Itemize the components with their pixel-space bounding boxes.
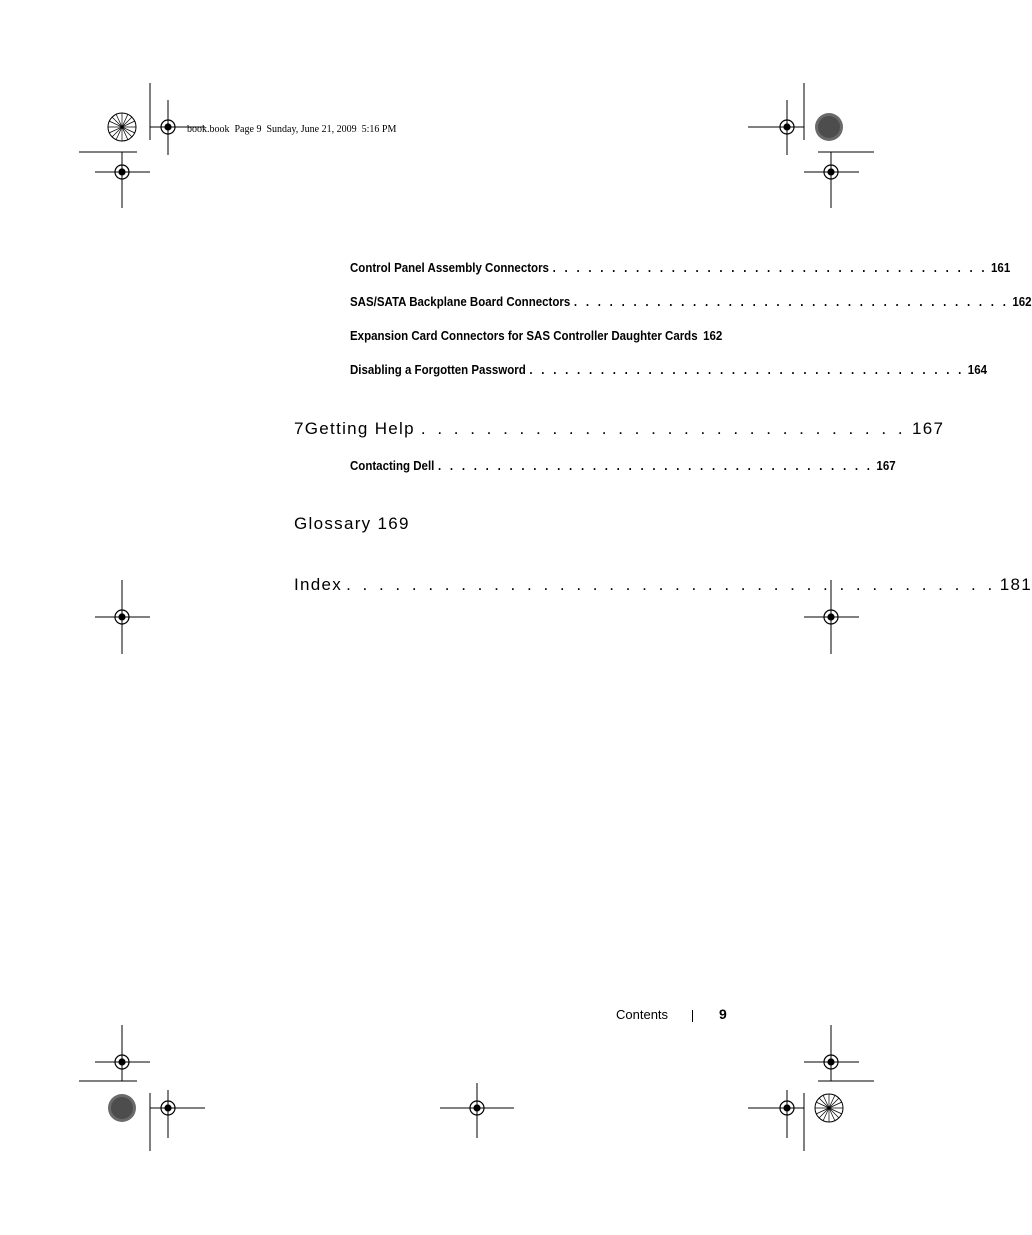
toc-entry-title: Control Panel Assembly Connectors [350,261,549,275]
glossary-entry[interactable]: Glossary 169 [294,514,410,533]
toc-entry[interactable] [350,329,723,343]
toc-entry-page: 164 [967,363,987,377]
toc-entry-page: 167 [876,459,896,473]
toc-entry-title: Disabling a Forgotten Password [350,363,526,377]
toc-entry[interactable] [350,261,1011,275]
footer-section-label: Contents [616,1007,669,1022]
leader-dots: . . . . . . . . . . . . . . . . . . . . . . . . . . . . . . . . . . . . . [438,459,873,473]
toc-entry-title: Expansion Card Connectors for SAS Controller Daughter Cards [350,329,698,343]
chapter-title: Getting Help [304,419,415,438]
toc-entry[interactable] [350,295,1032,309]
index-entry[interactable] [294,575,1032,595]
index-title: Index [294,575,343,594]
toc-entry-title: SAS/SATA Backplane Board Connectors [350,295,571,309]
toc-entry-title: Contacting Dell [350,459,435,473]
chapter-number: 7 [294,419,305,438]
footer-separator [692,1010,693,1022]
leader-dots: . . . . . . . . . . . . . . . . . . . . . . . . . . . . . . [420,419,907,438]
toc-entry-page: 162 [703,329,723,343]
leader-dots: . . . . . . . . . . . . . . . . . . . . . . . . . . . . . . . . . . . . . . . . [346,575,996,594]
leader-dots: . . . . . . . . . . . . . . . . . . . . . . . . . . . . . . . . . . . . . [573,295,1009,309]
chapter-page: 167 [912,419,945,438]
toc-entry-page: 161 [991,261,1011,275]
page-number: 9 [719,1006,727,1022]
leader-dots: . . . . . . . . . . . . . . . . . . . . . . . . . . . . . . . . . . . . . [552,261,988,275]
toc-entry[interactable] [350,459,896,473]
toc-entry[interactable] [350,363,987,377]
toc-entry-page: 162 [1012,295,1032,309]
index-page: 181 [999,575,1032,594]
leader-dots: . . . . . . . . . . . . . . . . . . . . . . . . . . . . . . . . . . . . . [529,363,965,377]
toc-chapter-entry[interactable] [294,419,945,439]
print-header: book.book Page 9 Sunday, June 21, 2009 5:16 PM [187,124,397,135]
